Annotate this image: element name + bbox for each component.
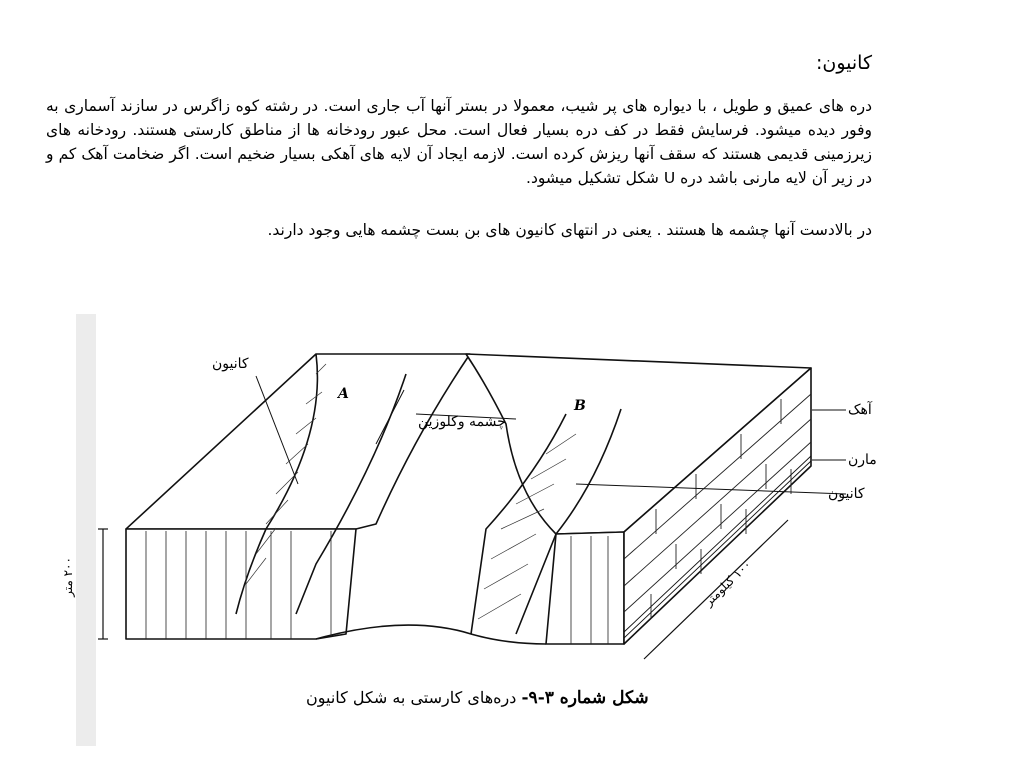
- label-canyon-right: کانیون: [828, 486, 865, 502]
- paragraph-springs: در بالادست آنها چشمه ها هستند . یعنی در انتهای کانیون های بن بست چشمه هایی وجود دارند.: [267, 221, 872, 239]
- label-spring: چشمه وکلوزین: [418, 414, 506, 430]
- label-b: B: [574, 398, 586, 414]
- block-diagram: [76, 314, 920, 746]
- label-canyon-top: کانیون: [212, 356, 249, 372]
- label-length: ۱۰۰ کیلومتر: [701, 557, 754, 609]
- label-limestone: آهک: [848, 402, 872, 418]
- paragraph-description: دره های عمیق و طویل ، با دیواره های پر شیب، معمولا در بستر آنها آب جاری است. در رشته کوه زاگرس در سازند آسماری به وفور دیده میشود. فرسایش فقط در کف دره بسیار فعال است. محل عبور رودخانه ها از مناطق کارستی هستند. رودخانه های زیرزمینی قدیمی هستند که سقف آنها ریزش کرده است. لازمه ایجاد آن لایه های آهکی بسیار ضخیم است. اگر ضخامت آهک کم و در زیر آن لایه مارنی باشد دره U شکل تشکیل میشود.: [46, 97, 872, 187]
- section-heading: کانیون:: [815, 52, 872, 74]
- karst-canyon-figure: [60, 314, 920, 746]
- label-a: A: [338, 386, 349, 402]
- label-marl: مارن: [848, 452, 877, 468]
- caption-number: شکل شماره ۳-۹-: [521, 688, 649, 708]
- figure-caption: [306, 688, 649, 708]
- label-height: ۲۰۰ متر: [60, 557, 75, 597]
- caption-text: دره‌های کارستی به شکل کانیون: [306, 688, 517, 707]
